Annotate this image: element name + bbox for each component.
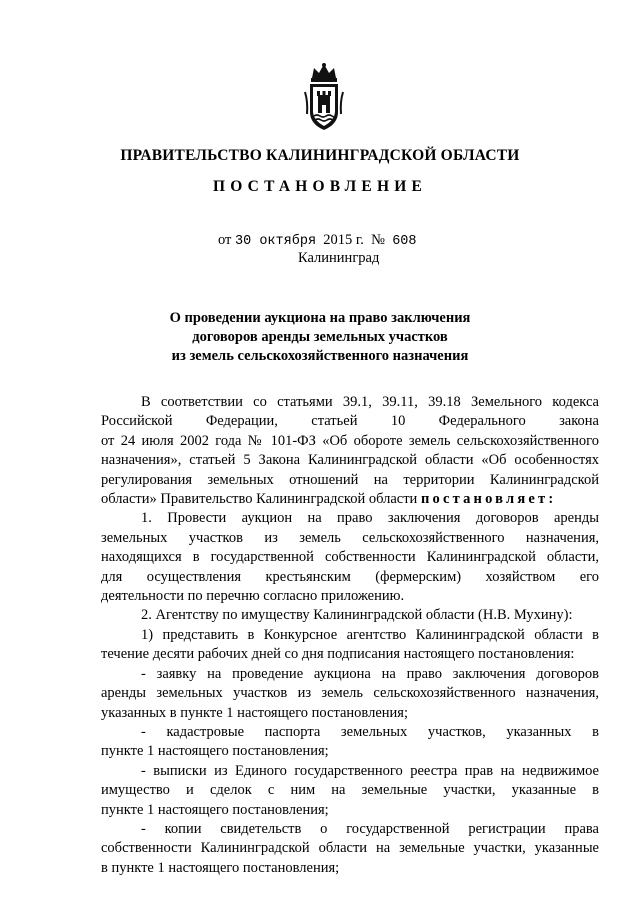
coat-of-arms-icon bbox=[302, 62, 346, 134]
body-line: пункте 1 настоящего постановления; bbox=[101, 743, 329, 760]
body-line: для осуществления крестьянским (фермерским) хозяйством его bbox=[101, 568, 599, 585]
body-line: 1. Провести аукцион на право заключения договоров аренды bbox=[141, 510, 599, 527]
title-line: О проведении аукциона на право заключения bbox=[169, 310, 471, 326]
body-line: находящихся в государственной собственности Калининградской области, bbox=[101, 549, 599, 566]
preamble-text: области» Правительство Калининградской области bbox=[101, 491, 418, 508]
body-line: течение десяти рабочих дней со дня подписания настоящего постановления: bbox=[101, 646, 575, 663]
document-city: Калининград bbox=[298, 250, 380, 266]
document-title bbox=[0, 309, 640, 366]
body-line: деятельности по перечню согласно приложению. bbox=[101, 588, 405, 605]
document-date-line bbox=[218, 232, 417, 249]
body-line: регулирования земельных отношений на территории Калининградской bbox=[101, 471, 599, 488]
body-line: аренды земельных участков из земель сельскохозяйственного назначения, bbox=[101, 685, 599, 702]
title-line: договоров аренды земельных участков bbox=[192, 329, 448, 345]
number-sign: № bbox=[371, 232, 385, 248]
title-line: из земель сельскохозяйственного назначения bbox=[171, 348, 469, 364]
body-line: от 24 июля 2002 года № 101-ФЗ «Об обороте земель сельскохозяйственного bbox=[101, 432, 599, 449]
date-day-month: 30 октября bbox=[235, 234, 317, 249]
coat-of-arms-emblem bbox=[302, 62, 346, 134]
body-line: Российской Федерации, статьей 10 Федерального закона bbox=[101, 413, 599, 430]
body-line: пункте 1 настоящего постановления; bbox=[101, 801, 329, 818]
date-prefix: от bbox=[218, 232, 232, 248]
document-number: 608 bbox=[392, 234, 417, 249]
body-line: в пункте 1 настоящего постановления; bbox=[101, 859, 340, 876]
body-line: - выписки из Единого государственного реестра прав на недвижимое bbox=[141, 762, 599, 779]
body-line: имущество и сделок с ним на земельные участки, указанные в bbox=[101, 782, 599, 799]
date-year: 2015 г. bbox=[323, 232, 364, 248]
body-line: - кадастровые паспорта земельных участков, указанных в bbox=[141, 723, 599, 740]
body-line: указанных в пункте 1 настоящего постановления; bbox=[101, 704, 408, 721]
document-body bbox=[101, 393, 599, 878]
document-type: ПОСТАНОВЛЕНИЕ bbox=[212, 178, 428, 195]
decree-word: постановляет: bbox=[420, 491, 557, 508]
body-line: назначения», статьей 5 Закона Калининградской области «Об особенностях bbox=[101, 452, 599, 469]
body-line: - копии свидетельств о государственной регистрации права bbox=[141, 820, 599, 837]
body-line: 1) представить в Конкурсное агентство Калининградской области в bbox=[141, 626, 599, 643]
body-line: земельных участков из земель сельскохозяйственного назначения, bbox=[101, 529, 599, 546]
body-line: собственности Калининградской области на земельные участки, указанные bbox=[101, 840, 599, 857]
body-line: - заявку на проведение аукциона на право заключения договоров bbox=[141, 665, 599, 682]
government-name: ПРАВИТЕЛЬСТВО КАЛИНИНГРАДСКОЙ ОБЛАСТИ bbox=[120, 147, 520, 164]
body-line bbox=[101, 490, 599, 509]
body-line: В соответствии со статьями 39.1, 39.11, 39.18 Земельного кодекса bbox=[141, 394, 599, 410]
body-line: 2. Агентству по имуществу Калининградской области (Н.В. Мухину): bbox=[141, 607, 573, 624]
